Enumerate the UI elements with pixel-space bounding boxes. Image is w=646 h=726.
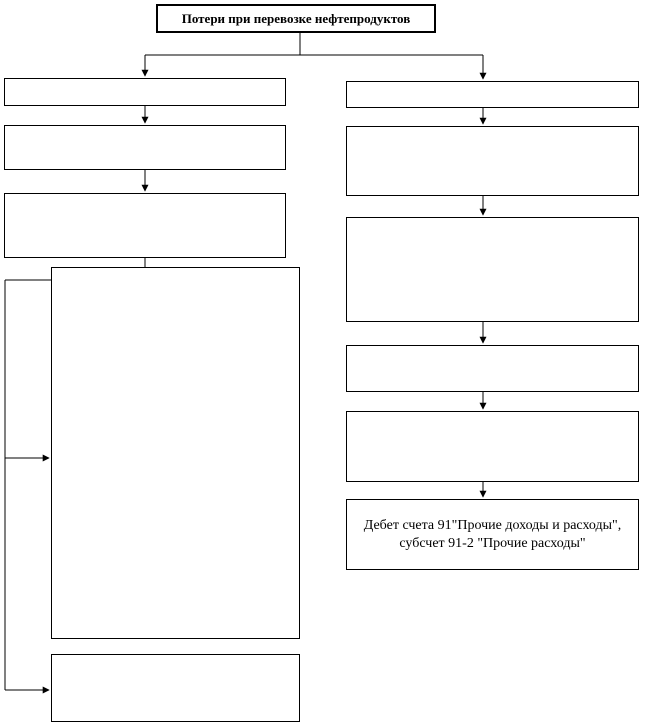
left-step-box-2 [4, 193, 286, 258]
right-step-box-3 [346, 345, 639, 392]
diagram-title: Потери при перевозке нефтепродуктов [156, 4, 436, 33]
left-final-box [51, 654, 300, 722]
right-step-box-4 [346, 411, 639, 482]
left-header-box [4, 78, 286, 106]
right-final-box: Дебет счета 91"Прочие доходы и расходы", субсчет 91-2 "Прочие расходы" [346, 499, 639, 570]
left-detail-box [51, 267, 300, 639]
right-step-box-2 [346, 217, 639, 322]
right-header-box [346, 81, 639, 108]
right-step-box-1 [346, 126, 639, 196]
left-step-box-1 [4, 125, 286, 170]
